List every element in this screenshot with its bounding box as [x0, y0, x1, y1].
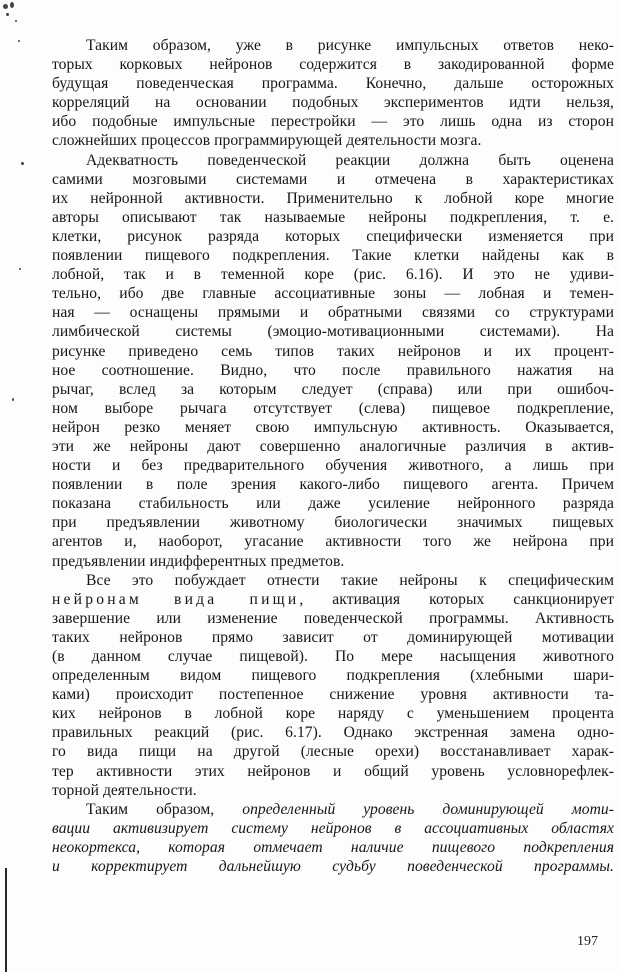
line-text: Все это побуждает отнести такие нейроны к специфическим	[86, 571, 614, 589]
text-line	[52, 532, 614, 551]
text-line	[52, 361, 614, 380]
line-text: самими мозговыми системами и отмечена в характеристиках	[52, 170, 614, 188]
italic-emphasis: вации активизирует систему нейронов в ассоциативных областях	[52, 819, 614, 837]
line-text: правильных реакций (рис. 6.17). Однако экстренная замена одно-	[52, 724, 614, 742]
line-text: завершение или изменение поведенческой программы. Активность	[52, 609, 614, 627]
scan-speck	[15, 20, 17, 22]
italic-emphasis: определенный уровень доминирующей моти-	[242, 800, 614, 818]
text-line	[52, 800, 614, 819]
text-line	[52, 723, 614, 742]
line-text: Таким образом,	[86, 800, 243, 818]
line-text: появлении в поле зрения какого-либо пищевого агента. Причем	[52, 476, 614, 494]
text-line	[52, 151, 614, 170]
line-text: при предъявлении животному биологически значимых пищевых	[52, 514, 614, 532]
line-text: ности и без предварительного обучения животного, а лишь при	[52, 457, 614, 475]
text-line	[52, 131, 614, 150]
line-text: ибо подобные импульсные перестройки — это лишь одна из сторон	[52, 113, 614, 131]
line-text: лобной, так и в теменной коре (рис. 6.16). И это не удиви-	[52, 266, 614, 284]
line-text: рычаг, вслед за которым следует (справа) или при ошибоч-	[52, 380, 614, 398]
page-number: 197	[577, 934, 598, 949]
text-line	[52, 571, 614, 590]
scan-speck	[18, 40, 20, 42]
text-line	[52, 189, 614, 208]
text-line	[52, 456, 614, 475]
text-line	[52, 819, 614, 838]
line-text: ная — оснащены прямыми и обратными связями со структурами	[52, 304, 614, 322]
line-text: клетки, рисунок разряда которых специфически изменяется при	[52, 227, 614, 245]
line-text: ное соотношение. Видно, что после правильного нажатия на	[52, 361, 614, 379]
line-text: тельно, ибо две главные ассоциативные зоны — лобная и темен-	[52, 285, 614, 303]
paragraph	[52, 36, 614, 151]
scan-edge-line	[5, 868, 7, 972]
text-line	[52, 475, 614, 494]
line-text: сложнейших процессов программирующей деятельности мозга.	[52, 132, 482, 150]
text-line	[52, 666, 614, 685]
spaced-emphasis: нейронам вида пищи	[52, 590, 300, 608]
scan-speck	[6, 13, 9, 16]
text-line	[52, 781, 614, 800]
text-line	[52, 322, 614, 341]
text-line	[52, 55, 614, 74]
scan-speck	[10, 2, 14, 8]
text-line	[52, 742, 614, 761]
text-line	[52, 284, 614, 303]
text-line	[52, 609, 614, 628]
line-text: агентов и, наоборот, угасание активности того же нейрона при	[52, 533, 614, 551]
text-line	[52, 494, 614, 513]
scan-speck	[19, 268, 21, 270]
line-text: будущая поведенческая программа. Конечно, дальше осторожных	[52, 75, 614, 93]
line-text: авторы описывают так называемые нейроны подкрепления, т. е.	[52, 208, 614, 226]
line-text: , активация которых санкционирует	[299, 590, 614, 608]
scan-speck	[21, 162, 24, 165]
text-line	[52, 246, 614, 265]
text-line	[52, 628, 614, 647]
text-line	[52, 704, 614, 723]
line-text: (в данном случае пищевой). По мере насыщения животного	[52, 648, 614, 665]
line-text: предъявлении индифферентных предметов.	[52, 552, 345, 570]
line-text: торной деятельности.	[52, 781, 197, 799]
text-line	[52, 74, 614, 93]
text-line	[52, 857, 614, 876]
line-text: тер активности этих нейронов и общий уровень условнорефлек-	[52, 762, 614, 780]
text-line	[52, 93, 614, 112]
text-line	[52, 208, 614, 227]
text-line	[52, 112, 614, 131]
paragraph	[52, 151, 614, 571]
line-text: торых корковых нейронов содержится в закодированной форме	[52, 56, 614, 74]
scan-speck	[12, 398, 14, 401]
line-text: корреляций на основании подобных экспериментов идти нельзя,	[52, 94, 614, 112]
text-line	[52, 513, 614, 532]
paragraph	[52, 800, 614, 876]
line-text: Адекватность поведенческой реакции должна быть оценена	[86, 151, 614, 169]
text-line	[52, 265, 614, 284]
text-line	[52, 399, 614, 418]
text-line	[52, 380, 614, 399]
scan-speck	[3, 4, 8, 9]
line-text: рисунке приведено семь типов таких нейронов и их процент-	[52, 342, 614, 360]
line-text: го вида пищи на другой (лесные орехи) восстанавливает харак-	[52, 743, 614, 761]
paragraph	[52, 571, 614, 800]
line-text: ких нейронов в лобной коре наряду с уменьшением процента	[52, 705, 614, 723]
text-line	[52, 227, 614, 246]
line-text: появлении пищевого подкрепления. Такие клетки найдены как в	[52, 247, 614, 265]
text-line	[52, 36, 614, 55]
line-text: нейрон резко меняет свою импульсную активность. Оказывается,	[52, 418, 614, 436]
text-line	[52, 762, 614, 781]
text-line	[52, 552, 614, 571]
text-line	[52, 437, 614, 456]
text-line	[52, 647, 614, 666]
text-line	[52, 838, 614, 857]
line-text: лимбической системы (эмоцио-мотивационными системами). На	[52, 323, 614, 341]
line-text: таких нейронов прямо зависит от доминирующей мотивации	[52, 628, 614, 646]
line-text: Таким образом, уже в рисунке импульсных ответов неко-	[86, 37, 614, 54]
text-line	[52, 342, 614, 361]
line-text: показана стабильность или даже усиление нейронного разряда	[52, 495, 614, 513]
line-text: их нейронной активности. Применительно к лобной коре многие	[52, 189, 614, 207]
italic-emphasis: и корректирует дальнейшую судьбу поведенческой программы.	[52, 858, 614, 876]
text-line	[52, 303, 614, 322]
text-line	[52, 590, 614, 609]
text-line	[52, 418, 614, 437]
italic-emphasis: неокортекса, которая отмечает наличие пищевого подкрепления	[52, 838, 614, 856]
line-text: эти же нейроны дают совершенно аналогичные различия в актив-	[52, 437, 614, 455]
text-line	[52, 685, 614, 704]
line-text: ками) происходит постепенное снижение уровня активности та-	[52, 686, 614, 704]
line-text: ном выборе рычага отсутствует (слева) пищевое подкрепление,	[52, 399, 614, 417]
line-text: определенным видом пищевого подкрепления (хлебными шари-	[52, 667, 614, 685]
body-text	[52, 36, 614, 876]
text-line	[52, 170, 614, 189]
